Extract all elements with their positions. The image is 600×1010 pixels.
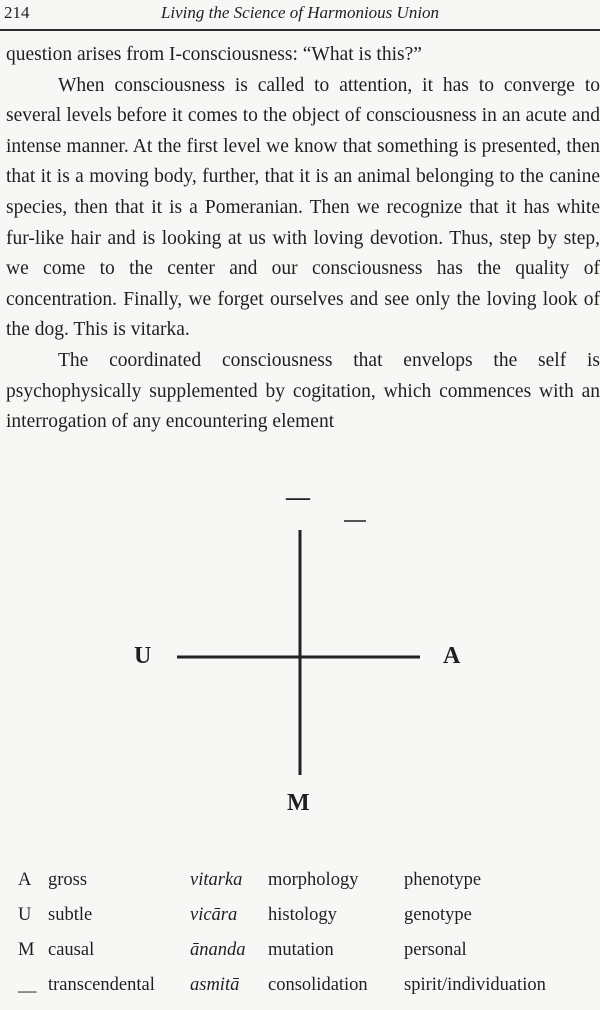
body-text xyxy=(6,40,600,438)
legend-row xyxy=(12,870,594,905)
legend-symbol: A xyxy=(18,870,32,890)
legend-science: histology xyxy=(268,905,337,925)
legend-symbol: U xyxy=(18,905,32,925)
legend-level: gross xyxy=(48,870,88,890)
legend-science: morphology xyxy=(268,870,359,890)
legend-row xyxy=(12,905,594,940)
top-label: — xyxy=(286,485,310,511)
legend-row xyxy=(12,975,594,1010)
legend-level: subtle xyxy=(48,905,93,925)
legend-level: causal xyxy=(48,940,95,960)
legend-science: mutation xyxy=(268,940,334,960)
legend-symbol: M xyxy=(18,940,35,960)
paragraph-continuation: question arises from I-consciousness: “What is this?” xyxy=(6,44,422,65)
legend-table xyxy=(12,870,594,1010)
page-number: 214 xyxy=(4,3,30,22)
page-header xyxy=(0,0,600,34)
legend-term: ānanda xyxy=(190,940,246,960)
legend-level: transcendental xyxy=(48,975,155,995)
legend-row xyxy=(12,940,594,975)
legend-type: personal xyxy=(404,940,467,960)
paragraph-vitarka: When consciousness is called to attention, it has to converge to several levels before it comes to the object of consciousness in an acute and intense manner. At the first level we know that something is presented, then that it is a moving body, further, that it is an animal belonging to the canine species, then that it is a Pomeranian. Then we recognize that it has white fur-like hair and is looking at us with loving devotion. Thus, step by step, we come to the center and our consciousness has the quality of concentration. Finally, we forget ourselves and see only the loving look of the dog. This is vitarka. xyxy=(6,74,600,341)
legend-type: phenotype xyxy=(404,870,482,890)
bottom-label: M xyxy=(287,790,310,816)
legend-term: vitarka xyxy=(190,870,243,890)
running-title: Living the Science of Harmonious Union xyxy=(160,3,440,22)
left-label: U xyxy=(134,643,152,669)
legend-term: asmitā xyxy=(190,975,240,995)
legend-term: vicāra xyxy=(190,905,238,925)
cross-diagram xyxy=(0,485,600,835)
legend-science: consolidation xyxy=(268,975,368,995)
paragraph-cogitation: The coordinated consciousness that envelops the self is psychophysically supplemented by cogitation, which commences with an interrogation of any encountering element xyxy=(6,349,600,433)
legend-type: spirit/individuation xyxy=(404,975,546,995)
legend-symbol: __ xyxy=(18,975,37,995)
header-rule xyxy=(0,29,600,31)
right-label: A xyxy=(443,643,461,669)
cross-lines xyxy=(0,495,600,835)
legend-type: genotype xyxy=(404,905,472,925)
